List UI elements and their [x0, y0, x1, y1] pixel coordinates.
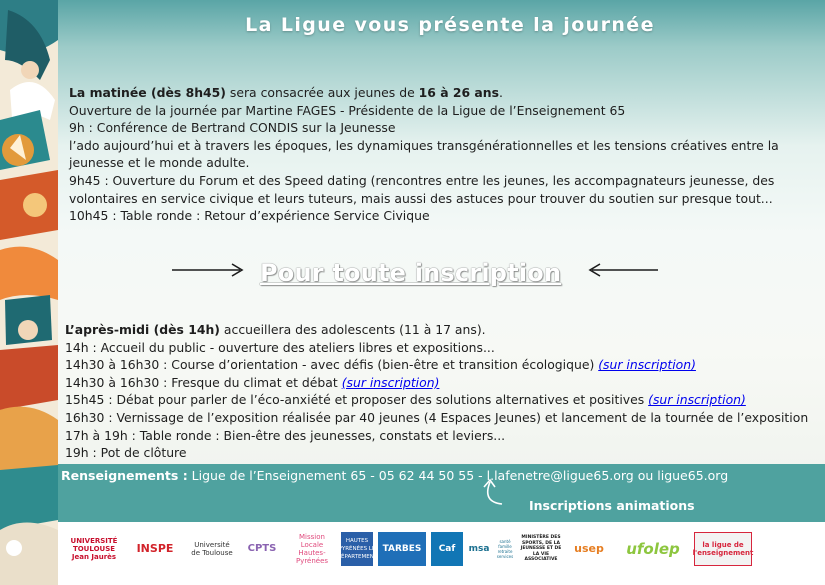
afternoon-intro-bold: L’après-midi (dès 14h) [65, 322, 220, 337]
logo-caf [431, 532, 463, 566]
afternoon-programme [65, 321, 810, 462]
morning-line: l’ado aujourd’hui et à travers les époques, les dynamiques transgénérationnelles et les tensions créatives entre la jeunesse et le monde adulte. [69, 137, 779, 171]
logo-text: msa [468, 544, 490, 554]
contact-line [61, 468, 728, 483]
contact-band [58, 464, 825, 522]
registration-link[interactable]: (sur inscription) [648, 392, 746, 408]
logo-ufolep [616, 532, 690, 566]
logo-text: santé famille retraite services [496, 539, 514, 559]
afternoon-line: 14h : Accueil du public - ouverture des ateliers libres et expositions... [65, 339, 495, 355]
morning-line: 10h45 : Table ronde : Retour d’expérience Service Civique [69, 208, 430, 224]
afternoon-intro [65, 321, 810, 339]
logo-text: TARBES [382, 544, 422, 554]
afternoon-line [65, 374, 810, 392]
inscription-link[interactable]: Pour toute inscription [260, 259, 562, 287]
morning-intro-age: 16 à 26 ans [418, 85, 499, 100]
logo-text: INSPE [136, 542, 174, 555]
logo-text: la ligue de l'enseignement [692, 541, 754, 557]
afternoon-line-text: 14h30 à 16h30 : Course d’orientation - avec défis (bien-être et transition écologique) [65, 357, 599, 373]
afternoon-line: 19h : Pot de clôture [65, 445, 187, 461]
logo-text: Université de Toulouse [191, 541, 233, 557]
decorative-illustration-strip [0, 0, 58, 585]
morning-line: Ouverture de la journée par Martine FAGES - Présidente de la Ligue de l’Enseignement 65 [69, 102, 626, 118]
afternoon-line [65, 391, 810, 409]
afternoon-line [65, 356, 810, 374]
contact-text[interactable]: Ligue de l’Enseignement 65 - 05 62 44 50 55 - l.lafenetre@ligue65.org ou ligue65.org [187, 468, 729, 483]
logo-ligue-enseignement [694, 532, 752, 566]
afternoon-line: 17h à 19h : Table ronde : Bien-être des jeunesses, constats et leviers... [65, 427, 506, 443]
morning-programme [69, 84, 809, 225]
logo-tarbes [378, 532, 426, 566]
contact-label: Renseignements : [61, 468, 188, 483]
morning-intro-bold: La matinée (dès 8h45) [69, 85, 226, 100]
logo-text: MINISTÈRE DES SPORTS, DE LA JEUNESSE ET DE LA VIE ASSOCIATIVE [520, 535, 562, 563]
logo-text: HAUTES PYRÉNÉES LE DÉPARTEMENT [336, 538, 378, 560]
logo-text: Caf [438, 544, 456, 554]
registration-link[interactable]: (sur inscription) [341, 374, 440, 390]
logo-hautes-pyrenees [336, 532, 378, 566]
afternoon-intro-rest: accueillera des adolescents (11 à 17 ans). [219, 322, 486, 337]
logo-cpts [240, 532, 284, 566]
afternoon-line-text: 15h45 : Débat pour parler de l’éco-anxiété et proposer des solutions alternatives et positives [65, 392, 649, 408]
afternoon-line-text: 14h30 à 16h30 : Fresque du climat et débat [65, 374, 342, 390]
logo-text: CPTS [247, 543, 277, 554]
logo-inspe [126, 532, 184, 566]
logo-msa [468, 532, 490, 566]
curved-arrow-icon [462, 472, 532, 512]
logo-universite-toulouse [190, 532, 234, 566]
logo-text: Mission Locale Hautes-Pyrénées [295, 533, 329, 565]
arrow-left-icon [588, 262, 660, 278]
logo-sante-securite [494, 532, 516, 566]
logo-text: ufolep [626, 540, 680, 558]
logo-text: UNIVERSITÉ TOULOUSE Jean Jaurès [70, 537, 118, 561]
afternoon-line: 16h30 : Vernissage de l’exposition réalisée par 40 jeunes (4 Espaces Jeunes) et lancement de la tournée de l’exposition [65, 409, 809, 425]
arrow-right-icon [170, 262, 246, 278]
logo-usep [566, 532, 612, 566]
logo-text: usep [574, 542, 604, 555]
logo-universite-jean-jaures [66, 532, 122, 566]
morning-line: 9h : Conférence de Bertrand CONDIS sur la Jeunesse [69, 120, 396, 136]
registration-link[interactable]: (sur inscription) [598, 357, 696, 373]
morning-line: 9h45 : Ouverture du Forum et des Speed dating (rencontres entre les jeunes, les accompagnateurs jeunesse, des volontaires en service civique et leurs tuteurs, mais aussi des astuces pour trouver du soutien sur presque tout... [69, 172, 775, 206]
inscription-callout [170, 256, 660, 296]
logo-ministere [520, 532, 562, 566]
animations-label: Inscriptions animations [529, 498, 695, 513]
morning-intro-mid: sera consacrée aux jeunes de [225, 85, 419, 100]
page-title: La Ligue vous présente la journée [245, 14, 655, 36]
partner-logos [58, 522, 825, 585]
morning-intro [69, 84, 809, 102]
morning-intro-end: . [499, 85, 503, 100]
logo-mission-locale [288, 532, 336, 566]
